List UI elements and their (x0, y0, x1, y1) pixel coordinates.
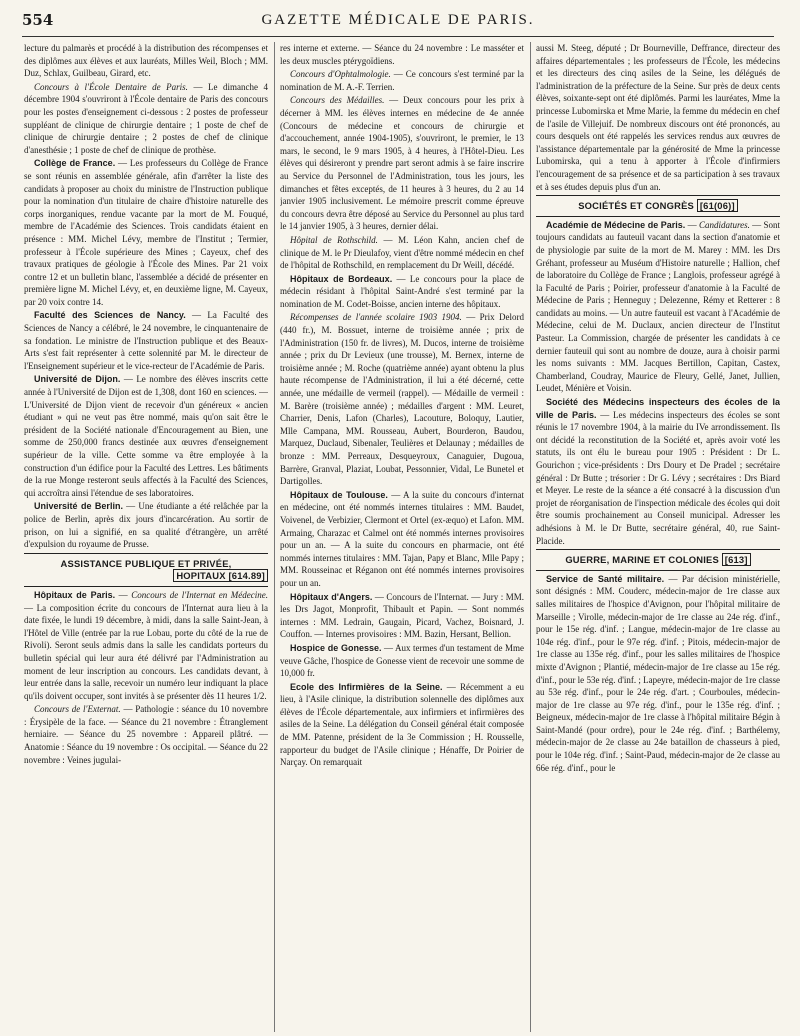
heading-infirmieres: Ecole des Infirmières de la Seine. (290, 681, 443, 692)
paragraph-hopitaux-paris: Hôpitaux de Paris. — Concours de l'Internat en Médecine. — La composition écrite du concours de l'Internat aura lieu à la date fixée, le lundi 19 décembre, à midi, dans la salle Saint-Jean, à l'Hôtel de Ville (entrée par la rue Lobau, porte du côté de la rue de Rivoli). Seront seuls admis dans la salle les candidats porteurs du bulletin spécial qui leur aura été délivré par l'Administration au moment de leur inscription au concours. Les candidats devant, à leur entrée dans la salle, recevoir un numéro leur indiquant la place qu'ils doivent occuper, sont invités à se présenter dès 11 heures 1/2. (24, 589, 268, 701)
heading-toulouse: Hôpitaux de Toulouse. (290, 489, 388, 500)
paragraph-recompenses: Récompenses de l'année scolaire 1903 1904. — Prix Delord (440 fr.), M. Bossuet, interne de troisième année ; prix de l'Administration (150 fr. de livres), M. Ducos, interne de troisième année ; prix du Dr Levieux (une trousse), M. Bernex, interne de troisième année ; M. Roche (quatrième année) ayant obtenu la plus haute récompense de l'Administration, il lui a été décerné, cette année, une médaille de vermeil (rappel). — Médaille de vermeil : M. Barère (troisième année) ; médailles d'argent : MM. Leuret, Charrier, Denis, Lafon (Charles), Lacouture, Boloquy, Lautier, Mlle Campana, MM. Rousseau, Aubert, Bourderon, Baudou, Marquez, Duclaud, Sibenaler, Teulières et Delaunay ; médailles de bronze : MM. Perreaux, Desqueyroux, Canaguier, Dugoua, Barrère, Granval, Plaziat, Loubat, Pessonnier, Vidal, Le Bunetel et Dartigolles. (280, 312, 524, 487)
heading-academie: Académie de Médecine de Paris. (546, 219, 686, 230)
paragraph-gonesse: Hospice de Gonesse. — Aux termes d'un testament de Mme veuve Gâche, l'hospice de Gonesse vient de recevoir une somme de 10,000 fr. (280, 642, 524, 679)
heading-sante-militaire: Service de Santé militaire. (546, 573, 665, 584)
section-heading-societes: SOCIÉTÉS ET CONGRÈS [61(06)] (536, 200, 780, 213)
section-rule (536, 195, 780, 196)
section-heading-guerre: GUERRE, MARINE ET COLONIES [613] (536, 554, 780, 567)
heading-ecole-dentaire: Concours à l'École Dentaire de Paris. (34, 81, 188, 92)
section-rule (24, 586, 268, 587)
paragraph: res interne et externe. — Séance du 24 novembre : Le masséter et les deux muscles ptérygoïdiens. (280, 43, 524, 66)
paragraph-ophtalmologie: Concours d'Ophtalmologie. — Ce concours s'est terminé par la nomination de M. A.-F. Terrien. (280, 69, 524, 92)
paragraph-medailles: Concours des Médailles. — Deux concours pour les prix à décerner à MM. les élèves internes en médecine de 4e année (Concours de médecine et concours de chirurgie et d'accouchement, année 1904-1905), s'ouvriront, le premier, le 13 mars, le second, le 9 mars 1905, à 4 heures, à l'Hôtel-Dieu. Les élèves qui désireront y prendre part seront admis à se faire inscrire au Service du Personnel de l'Administration, tous les jours, les dimanches et fêtes exceptés, de 11 heures à 3 heures, du 2 au 14 janvier 1905 inclusivement. Le mémoire prescrit comme épreuve du concours devra être déposé au Service du Personnel au plus tard le 14 janvier 1905, à 3 heures, dernier délai. (280, 95, 524, 232)
heading-recompenses: Récompenses de l'année scolaire 1903 1904. (290, 312, 462, 323)
section-rule (536, 549, 780, 550)
heading-bordeaux: Hôpitaux de Bordeaux. (290, 273, 393, 284)
section-rule (536, 216, 780, 217)
paragraph-faculte-nancy: Faculté des Sciences de Nancy. — La Faculté des Sciences de Nancy a célébré, le 24 novembre, le cinquantenaire de sa fondation. Le ministre de l'Instruction publique et des Beaux-Arts s'est fait représenter à cette solennité par M. le directeur de l'Enseignement supérieur et le vice-recteur de l'Académie de Paris. (24, 310, 268, 371)
paragraph-medecins-inspecteurs: Société des Médecins inspecteurs des écoles de la ville de Paris. — Les médecins inspecteurs des écoles se sont réunis le 17 novembre 1904, à la mairie du IVe arrondissement. Ils ont décidé la reconstitution de la Société et, après avoir voté les statuts, ils ont élu le bureau pour 1905 : Président : Dr L. Gourichon ; vice-présidents : Drs Doury et De Pradel ; secrétaire général : Dr Butte ; trésorier : Dr G. Lévy ; secrétaires : Drs Biard et Meyer. Le reste de la séance a été consacré à la discussion d'un projet de réorganisation de l'inspection médicale des écoles qui doit être soumis prochainement au Conseil municipal. Adresser les adhésions à M. le Dr Butte, secrétaire général, 40, rue Saint-Placide. (536, 397, 780, 546)
heading-medailles: Concours des Médailles. (290, 95, 385, 106)
paragraph-rothschild: Hôpital de Rothschild. — M. Léon Kahn, ancien chef de clinique de M. le Pr Dieulafoy, vient d'être nommé médecin en chef de l'hôpital de Rothschild, en remplacement du Dr Weill, décédé. (280, 234, 524, 271)
heading-college-de-france: Collège de France. (34, 158, 116, 169)
paragraph-toulouse: Hôpitaux de Toulouse. — A la suite du concours d'internat en médecine, ont été nommés internes titulaires : MM. Baudet, Voivenel, de Verbizier, Clermont et Ortel (ex-æquo) et Lafon. MM. Armaing, Charazac et Calmel ont été nommés internes provisoires pour un an. — A la suite du concours en pharmacie, ont été nommés internes titulaires : MM. Tajan, Papy et Blanc, Mlle Papy ; MM. Rousseinac et Réganon ont été nommés internes provisoires pour un an. (280, 489, 524, 588)
header-rule (22, 36, 774, 37)
section-code: [61(06)] (697, 199, 738, 212)
paragraph-sante-militaire: Service de Santé militaire. — Par décision ministérielle, sont désignés : MM. Couderc, médecin-major de 1re classe aux salles militaires de l'hospice d'Avignon, pour l'hôpital militaire de Marseille ; Virolle, médecin-major de 1re classe au 24e rég. d'inf., pour le 15e rég. d'inf. ; Langue, médecin-major de 1re classe au 104e rég. d'inf., pour le 97e rég. d'inf. ; Pitois, médecin-major de 1re classe au 135e rég. d'inf., pour les salles militaires de l'hospice mixte d'Avignon ; Plantié, médecin-major de 1re classe au 15e rég. d'inf., pour le 53e rég. d'inf. ; Lapeyre, médecin-major de 1re classe au 53e rég. d'inf., pour le 24e rég. d'art. ; Courboules, médecin-major de 1re classe au 97e rég. d'inf., pour le 135e rég. d'inf. ; Beigneux, médecin-major de 1re classe à l'hôpital militaire Bégin à Saint-Mandé (pour ordre), pour le 24e rég. d'inf. ; Barthélemy, médecin-major de 2e classe au 24e bataillon de chasseurs à pied, pour le 104e rég. d'inf. ; Saint-Paud, médecin-major de 2e classe au 66e rég. d'inf., pour le (536, 573, 780, 773)
heading-universite-dijon: Université de Dijon. (34, 374, 121, 385)
paragraph-infirmieres: Ecole des Infirmières de la Seine. — Récemment a eu lieu, à l'Asile clinique, la distribution solennelle des diplômes aux élèves de l'École départementale, aux infirmiers et infirmières des asiles de la Seine. La délégation du Conseil général était composée de MM. Patenne, président de la 3e Commission ; H. Rousselle, rapporteur du budget de l'Asile clinique ; Hénaffe, Dr Poirier de Narçay. On remarquait (280, 681, 524, 768)
paragraph-college-de-france: Collège de France. — Les professeurs du Collège de France se sont réunis en assemblée générale, afin d'arrêter la liste des candidats à proposer au choix du ministre de l'Instruction publique pour la nomination d'un titulaire de chaire d'histoire naturelle des corps inorganiques, rendue vacante par la mort de M. Fouqué, membre de l'Académie des Sciences. Trois candidats étaient en présence : MM. Michel Lévy, membre de l'Institut ; Termier, professeur à l'École supérieure des Mines ; Cayeux, chef des travaux pratiques de géologie à l'École des Mines. Par 21 voix contre 12 et un bulletin blanc, l'assemblée a décidé de présenter en première ligne M. Michel Lévy, et, en deuxième ligne, M. Cayeux, par 20 voix contre 14. (24, 158, 268, 307)
paragraph-externat: Concours de l'Externat. — Pathologie : séance du 10 novembre : Érysipèle de la face. — Séance du 21 novembre : Étranglement herniaire. — Séance du 25 novembre : Appareil plâtré. — Anatomie : Séance du 19 novembre : Os occipital. — Séance du 22 novembre : Veines jugulai- (24, 704, 268, 765)
heading-gonesse: Hospice de Gonesse. (290, 642, 382, 653)
heading-hopitaux-paris: Hôpitaux de Paris. (34, 589, 116, 600)
section-heading-assistance: ASSISTANCE PUBLIQUE ET PRIVÉE, HOPITAUX [614.89] (24, 558, 268, 583)
heading-externat: Concours de l'Externat. (34, 704, 121, 715)
section-code: [614.89] (228, 570, 265, 582)
heading-rothschild: Hôpital de Rothschild. (290, 234, 378, 245)
heading-faculte-nancy: Faculté des Sciences de Nancy. (34, 310, 186, 321)
paragraph-bordeaux: Hôpitaux de Bordeaux. — Le concours pour la place de médecin résidant à l'hôpital Saint-André s'est terminé par la nomination de M. Codet-Boisse, ancien interne des hôpitaux. (280, 273, 524, 309)
page-header (22, 10, 774, 34)
paragraph-universite-dijon: Université de Dijon. — Le nombre des élèves inscrits cette année à l'Université de Dijon est de 1,308, dont 160 en sciences. — L'Université de Dijon vient de recevoir d'un généreux « ancien étudiant » qui ne veut pas être nommé, mais qu'on sait être le président de la Société nationale d'Encouragement au Bien, une somme de 250,000 francs destinée aux œuvres d'enseignement supérieur de la ville. Cette somme va être employée à la construction d'un édifice pour la Faculté des Lettres. Les bâtiments de la rue Monge resteront seuls affectés à la Faculté des Sciences, qui accroîtra ainsi l'étendue de ses laboratoires. (24, 374, 268, 498)
heading-angers: Hôpitaux d'Angers. (290, 591, 373, 602)
heading-medecins-inspecteurs: Société des Médecins inspecteurs des écoles de la ville de Paris. (536, 397, 780, 420)
page-number: 554 (22, 11, 54, 29)
column-rule (274, 42, 275, 1032)
section-rule (24, 553, 268, 554)
journal-title: GAZETTE MÉDICALE DE PARIS. (261, 12, 535, 28)
paragraph-angers: Hôpitaux d'Angers. — Concours de l'Internat. — Jury : MM. les Drs Jagot, Monprofit, Thibault et Papin. — Sont nommés internes : MM. Ledrain, Gaugain, Picard, Vachez, Boisnard, J. Couffon. — Internes provisoires : MM. Bazin, Hersant, Bellion. (280, 591, 524, 640)
paragraph-ecole-dentaire: Concours à l'École Dentaire de Paris. — Le dimanche 4 décembre 1904 s'ouvriront à l'École dentaire de Paris des concours pour les postes d'enseignement ci-dessous : 2 postes de professeur suppléant de clinique de chirurgie dentaire ; 1 poste de chef de clinique de chirurgie dentaire ; 2 postes de chef de clinique d'anesthésie ; 1 poste de chef de clinique de prothèse. (24, 81, 268, 155)
column-rule (530, 42, 531, 1032)
section-box: HOPITAUX [614.89] (173, 569, 268, 582)
column-left (24, 42, 268, 1032)
column-right (536, 42, 780, 1032)
section-code: [613] (722, 553, 751, 566)
section-rule (536, 570, 780, 571)
paragraph: aussi M. Steeg, député ; Dr Bourneville, Deffrance, directeur des affaires départementales ; les professeurs de l'École, les médecins et les directeurs des cinq asiles de la Seine, les délégués de l'administration de la préfecture de la Seine. Sur près de deux cents élèves, soixante-sept ont été diplômés. Parmi les lauréates, Mme la princesse Lubomirska et Mme Marie, la femme du médecin en chef de l'asile de Villejuif. De nombreux discours ont été prononcés, au cours desquels ont été rappelés les services rendus aux œuvres de l'assistance départementale par la générosité de Mme la princesse Lubomirska, qui a tenu à apporter à l'École d'infirmiers l'encouragement de sa présence et de sa participation à ses travaux et à ses études depuis plus d'un an. (536, 43, 780, 192)
heading-universite-berlin: Université de Berlin. (34, 501, 123, 512)
column-middle (280, 42, 524, 1032)
paragraph-universite-berlin: Université de Berlin. — Une étudiante a été relâchée par la police de Berlin, après dix jours d'incarcération. Au sortir de prison, on lui a signifié, en sa qualité d'étrangère, un arrêté d'expulsion du royaume de Prusse. (24, 501, 268, 550)
paragraph-academie: Académie de Médecine de Paris. — Candidatures. — Sont toujours candidats au fauteuil vacant dans la section d'anatomie et de physiologie par suite de la mort de M. Marey : MM. les Drs Gréhant, professeur au Muséum d'Histoire naturelle ; Hallion, chef de laboratoire du Collège de France ; Langlois, professeur agrégé à la Faculté de Paris ; Poirier, professeur d'anatomie à la Faculté de Médecine de Paris ; Henneguy ; Delezenne, Rémy et Retterer : 8 candidats au moins. — Un autre fauteuil est vacant à l'Académie de Médecine, celui de M. Duclaux, ancien directeur de l'Institut Pasteur. La Commission, chargée de présenter les candidats à ce dernier fauteuil qui sont au nombre de douze, aura à choisir parmi les noms suivants : MM. Jacques Bertillon, Capitan, Castex, Chamberland, Coudray, Maurice de Fleury, Gellé, Janet, Jullien, Leudet, Ménière et Voisin. (536, 219, 780, 394)
heading-ophtalmologie: Concours d'Ophtalmologie. (290, 69, 391, 80)
paragraph: lecture du palmarès et procédé à la distribution des récompenses et des diplômes aux élèves et aux lauréats, Milles Weil, Bloch ; MM. Duz, Schlax, Guilbeau, Girard, etc. (24, 43, 268, 79)
